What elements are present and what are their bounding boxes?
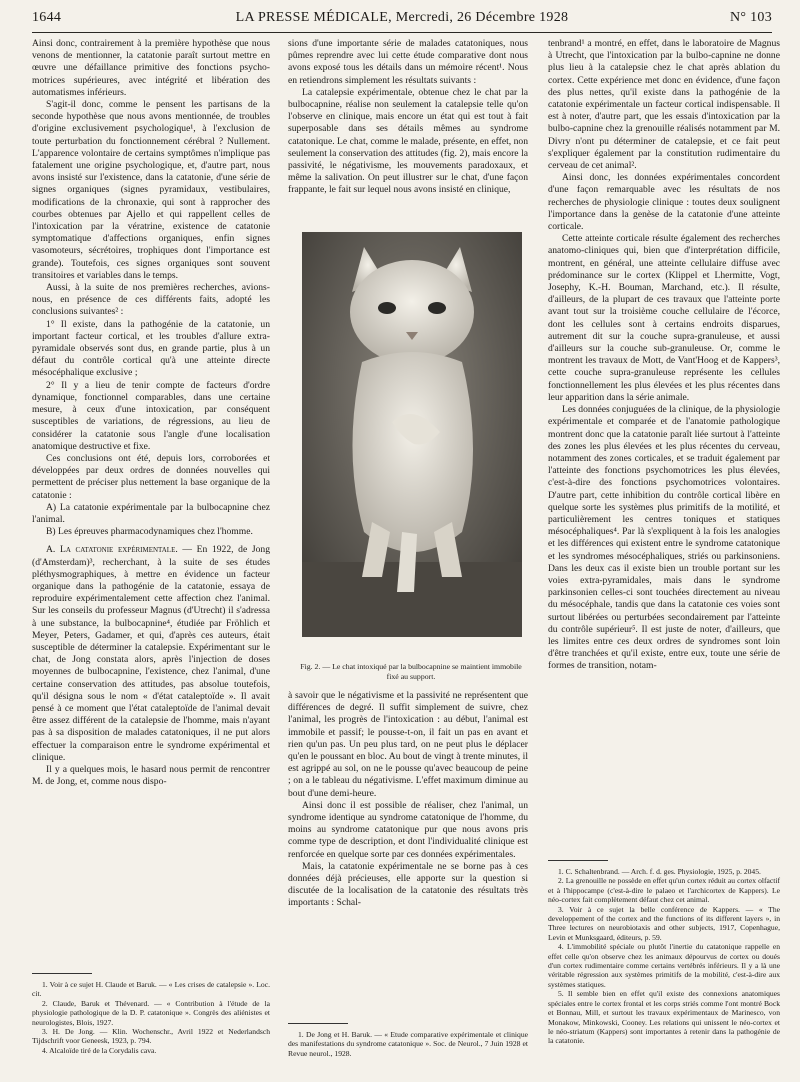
paragraph: Cette atteinte corticale résulte également des recherches anatomo-cliniques qui, bien que d'interprétation difficile, montrent, en général, une atteinte cellulaire diffuse avec prédominance sur le cortex (Klippel et Lhermitte, Vogt, Josephy, K.-H. Bouman, Marchand, etc.). Il résulte, d'ailleurs, de la plupart de ces travaux que l'atteinte porte avant tout sur la troisième couche cellulaire de l'écorce, dont les cellules sont à certains endroits disparues, autrement dit sur la couche supra-granuleuse, et aussi d'ailleurs sur la couche sub-granuleuse. Or, comme le montrent les travaux de Mott, de Vant'Hoog et de Kappers³, cette couche supra-granuleuse représente les cellules fonctionnellement les plus élevées et les plus récentes dans leur apparition dans la série animale. (548, 233, 780, 403)
paragraph: La catalepsie expérimentale, obtenue chez le chat par la bulbocapnine, réalise non seulement la catalepsie telle qu'on l'observe en clinique, mais encore un état qui est tout à fait superposable dans ses détails mêmes au syndrome catatonique. Le chat, comme le malade, présente, en effet, non seulement la conservation des attitudes (fig. 2), mais encore la passivité, le négativisme, les mouvements paradoxaux, et même la salivation. On peut illustrer sur le chat, d'une façon frappante, le fait sur lequel nous avons insisté en clinique, (288, 86, 528, 196)
footnote: 3. Voir à ce sujet la belle conférence de Kappers. — « The developpement of the cortex and the functions of its different layers », in Three lectures on neurobiotaxis and other subjects, 1917, Copenhague, Levin et Munksgaard, éditeurs, p. 59. (548, 904, 780, 942)
column-2-continued (288, 690, 528, 910)
footnote: 5. Il semble bien en effet qu'il existe des connexions anatomiques spéciales entre le cortex frontal et les corps striés comme l'ont montré Bock et Bonnau, Mill, et surtout les travaux expérimentaux de Marinesco, von Monakow, Minkowski, Cooney. Les relations qui unissent le néo-cortex et le néo-striatum (Kappers) sont importantes à retenir dans la pathogénie de la catatonie. (548, 989, 780, 1046)
issue-date: Mercredi, 26 Décembre 1928 (395, 10, 569, 25)
issue-number: N° 103 (729, 10, 772, 25)
figure-cat-photo (302, 232, 522, 637)
paragraph: Mais, la catatonie expérimentale ne se borne pas à ces données déjà précieuses, elle apporte sur la question si discutée de la localisation de la catatonie des résultats très importants : Schal- (288, 860, 528, 909)
paragraph: 2° Il y a lieu de tenir compte de facteurs d'ordre dynamique, fonctionnel comparables, dans une certaine mesure, à ceux d'une intoxication, par conséquent susceptibles de variations, de régressions, au lieu de considérer la catatonie sous l'angle d'une localisation anatomique destructive et fixe. (32, 379, 270, 452)
footnotes-col3 (548, 867, 780, 1046)
column-2 (288, 38, 528, 197)
paragraph: S'agit-il donc, comme le pensent les partisans de la seconde hypothèse que nous avons mentionnée, de troubles d'origine exclusivement psychologique¹, à l'exclusion de toute perturbation du fonctionnement cérébral ? Nullement. L'apparence volontaire de certains symptômes n'implique pas fatalement une origine psychologique, et, d'autre part, nous avons insisté sur l'existence, dans la catatonie, d'une série de signes organiques (signes pyramidaux, vestibulaires, modifications de la chronaxie, qui sont à rapprocher des courbes obtenues par Ajello et qui rappellent celles de l'intoxication par la vératrine, existence de catatonie symptomatique d'affections organiques, enfin signes vasomoteurs, sécrétoires, trophiques dont l'importance est grande). Toutefois, ces signes organiques sont souvent transitoires et variables dans le temps. (32, 99, 270, 281)
journal-title: LA PRESSE MÉDICALE, (235, 10, 392, 25)
paragraph: A) La catatonie expérimentale par la bulbocapnine chez l'animal. (32, 501, 270, 525)
paragraph: 1° Il existe, dans la pathogénie de la catatonie, un important facteur cortical, et les troubles d'allure extra-pyramidale observés sont dus, en grande partie, plus à un défaut du contrôle cortical qu'à une atteinte directe mésocéphalique exclusive ; (32, 318, 270, 379)
paragraph: Ces conclusions ont été, depuis lors, corroborées et développées par deux ordres de données nouvelles qui permettent de préciser plus nettement la base organique de la catatonie : (32, 452, 270, 501)
figure-caption: Fig. 2. — Le chat intoxiqué par la bulbocapnine se maintient immobile fixé au support. (300, 662, 522, 681)
paragraph: Aussi, à la suite de nos premières recherches, avions-nous, en présence de ces différents faits, adopté les conclusions suivantes² : (32, 282, 270, 318)
cat-illustration (302, 232, 522, 637)
column-3 (548, 38, 780, 673)
section-heading: A. La catatonie expérimentale. (46, 544, 178, 556)
footnote: 3. H. De Jong. — Klin. Wochenschr., Avril 1922 et Nederlandsch Tijdschrift voor Geneesk, 1923, p. 794. (32, 1027, 270, 1046)
footnotes-col1 (32, 980, 270, 1055)
running-header (32, 10, 772, 32)
footnote: 1. Voir à ce sujet H. Claude et Baruk. — « Les crises de catalepsie ». Loc. cit. (32, 980, 270, 999)
paragraph: Il y a quelques mois, le hasard nous permit de rencontrer M. de Jong, et, comme nous dispo- (32, 763, 270, 788)
paragraph: Les données conjuguées de la clinique, de la physiologie expérimentale et comparée et de l'anatomie pathologique montrent donc que la catatonie paraît liée surtout à l'atteinte des zones les plus élevées et les plus récentes du cerveau, notamment des zones corticales, et se traduit également par l'atteinte des fonctions psychomotrices les plus élevées, c'est-à-dire des fonctions psychomotrices volontaires. D'autre part, cette inhibition du contrôle cortical libère en quelque sorte les systèmes plus primitifs de la motilité, et particulièrement les centres toniques et statiques mésocéphaliques⁴. Par là s'expliquent à la fois les analogies et les différences qui existent entre le syndrome catatonique et les syndromes mésocéphaliques, striés ou parkinsoniens. Dans les deux cas il existe bien un trouble portant sur les voies extra-pyramidales, mais dans le syndrome parkinsonien celles-ci sont touchées directement au niveau du mésocéphale, tandis que dans la catatonie ces voies sont surtout libérées ou perturbées secondairement par l'atteinte du contrôle supérieur⁵. Il est juste de noter, d'ailleurs, que les limites entre ces deux ordres de syndromes sont loin d'être tranchées et qu'il existe, entre eux, toute une série de formes de transition, notam- (548, 404, 780, 672)
footnote: 4. Alcaloïde tiré de la Corydalis cava. (42, 1045, 157, 1055)
paragraph: Ainsi donc, contrairement à la première hypothèse que nous venons de mentionner, la catatonie paraît surtout mettre en œuvre une défaillance primitive des fonctions psycho-motrices supérieures, avec intégrité et libération des automatismes inférieurs. (32, 38, 270, 98)
footnote: 2. Claude, Baruk et Thévenard. — « Contribution à l'étude de la physiologie pathologique de la D. P. catatonique ». Congrès des aliénistes et neurologistes, Blois, 1927. (32, 998, 270, 1027)
paragraph: A. La catatonie expérimentale. — En 1922, de Jong (d'Amsterdam)³, recherchant, à la suite de ses études pléthysmographiques, à mettre en évidence un facteur organique dans la pathogénie de la catatonie, essaya de reproduire expérimentalement cette affection chez l'animal. Sur les conseils du professeur Magnus (d'Utrecht) il s'adressa à une substance, la bulbocapnine⁴, étudiée par Fröhlich et Meyer, Peters, Gadamer, et qui, d'après ces auteurs, était susceptible de déterminer la catalepsie. Expérimentant sur le chat, de Jong constata alors, après l'injection de doses moyennes de bulbocapnine, l'existence, chez l'animal, d'une certaine conservation des attitudes, pas absolue toutefois, qu'il désigna sous le nom « d'état cataleptoïde ». Il avait pensé à ce moment que l'état cataleptoïde de l'animal devait être assez différent de la catalepsie de l'homme, mais n'ayant pas à sa disposition de malades catatoniques, il ne put alors effectuer la comparaison entre le syndrome expérimental et clinique. (32, 544, 270, 763)
footnote: 2. La grenouille ne possède en effet qu'un cortex réduit au cortex olfactif et à l'hippocampe (c'est-à-dire le palaeo et l'archicortex de Kappers). Le néo-cortex fait complètement défaut chez cet animal. (548, 876, 780, 905)
paragraph: sions d'une importante série de malades catatoniques, nous pûmes reprendre avec lui cette étude comparative dont nous avons exposé tous les détails dans un mémoire récent¹. Nous en retiendrons simplement les résultats suivants : (288, 38, 528, 86)
paragraph: Ainsi donc, les données expérimentales concordent d'une façon remarquable avec les résultats de nos recherches de physiologie clinique : toutes deux soulignent l'importance dans la genèse de la catatonie d'une atteinte corticale. (548, 172, 780, 233)
page-number: 1644 (32, 10, 62, 25)
paragraph: tenbrand¹ a montré, en effet, dans le laboratoire de Magnus à Utrecht, que l'intoxication par la bulbo-capnine ne donne plus lieu à la catalepsie chez le chat après ablation du cortex. Cette expérience met donc en évidence, d'une façon des plus nettes, qu'il existe dans la pathogénie de la catatonie expérimentale un facteur cortical indispensable. Il est à noter, d'autre part, que les essais d'intoxication par la bulbo-capnine chez la grenouille réalisés notamment par M. Divry n'ont pu déterminer de catalepsie, et ce fait peut s'expliquer également par la constitution rudimentaire du cerveau de cet animal². (548, 38, 780, 172)
paragraph: B) Les épreuves pharmacodynamiques chez l'homme. (46, 526, 253, 538)
footnote: 4. L'immobilité spéciale ou plutôt l'inertie du catatonique rappelle en effet celle qu'on observe chez les animaux dépourvus de cortex ou doués d'un cortex rudimentaire comme certains vertébrés inférieurs. Il y a là une véritable régression aux systèmes primitifs de la mobilité, c'est-à-dire aux systèmes statiques. (548, 942, 780, 989)
paragraph: Ainsi donc il est possible de réaliser, chez l'animal, un syndrome identique au syndrome catatonique de l'homme, du moins au syndrome catatonique pur que nous avons pris comme type de description, et dont l'individualité clinique est renforcée en quelque sorte par ces données expérimentales. (288, 799, 528, 860)
column-1 (32, 38, 270, 788)
footnote-rule (288, 1023, 348, 1024)
header-rule (32, 32, 772, 33)
footnote: 1. C. Schaltenbrand. — Arch. f. d. ges. Physiologie, 1925, p. 2045. (558, 867, 761, 876)
footnote: 1. De Jong et H. Baruk. — « Etude comparative expérimentale et clinique des manifestations du syndrome catatonique ». Soc. de Neurol., 7 Juin 1928 et Revue neurol., 1928. (288, 1030, 528, 1058)
paragraph: à savoir que le négativisme et la passivité ne représentent que différences de degré. Il suffit simplement de suivre, chez l'animal, les progrès de l'intoxication : au début, l'animal est immobile et passif; le pousse-t-on, il fait un pas en avant et rien qu'un pas. Un peu plus tard, on ne peut plus le déplacer qu'en le poussant en bloc. Au bout de vingt à trente minutes, il est agrippé au sol, on ne le pousse qu'avec beaucoup de peine ; on a le tableau du négativisme. L'effet maximum diminue au bout d'une demi-heure. (288, 690, 528, 799)
footnote-rule (548, 860, 608, 861)
footnotes-col2 (288, 1030, 528, 1058)
footnote-rule (32, 973, 92, 974)
